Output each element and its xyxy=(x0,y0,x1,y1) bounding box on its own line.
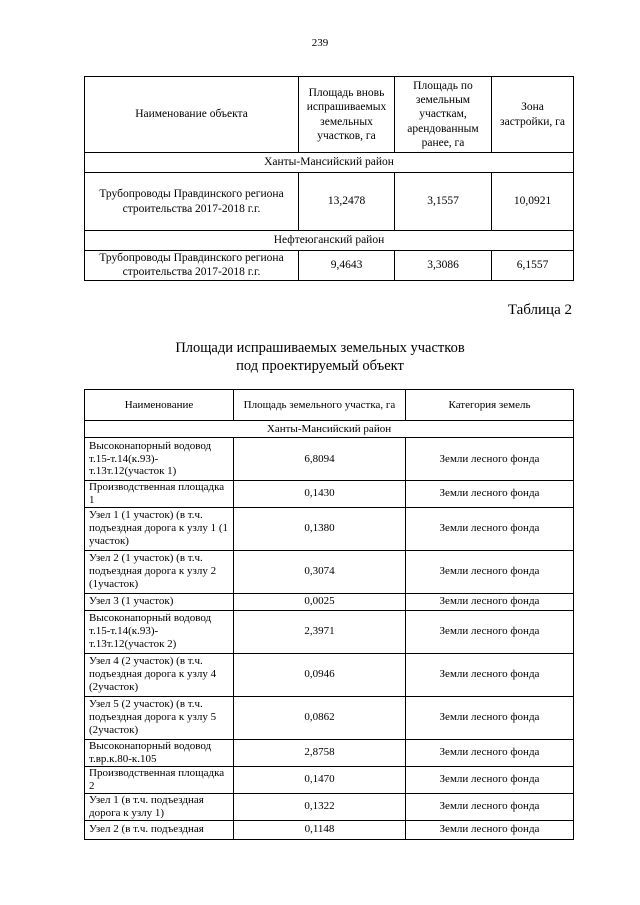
land-category-cell: Земли лесного фонда xyxy=(406,739,574,766)
object-name-cell: Трубопроводы Правдинского региона строительства 2017-2018 г.г. xyxy=(85,251,299,281)
table-title-line: под проектируемый объект xyxy=(236,358,404,375)
plot-area-cell: 2,8758 xyxy=(234,739,406,766)
column-header: Площадь земельного участка, га xyxy=(234,390,406,421)
table-row xyxy=(85,438,574,481)
table-row xyxy=(85,653,574,696)
section-title: Нефтеюганский район xyxy=(85,231,574,251)
table-row xyxy=(85,593,574,610)
table-row xyxy=(85,820,574,839)
table-row xyxy=(85,739,574,766)
table-title-line: Площади испрашиваемых земельных участков xyxy=(175,340,465,356)
land-category-cell: Земли лесного фонда xyxy=(406,438,574,481)
land-category-cell: Земли лесного фонда xyxy=(406,507,574,550)
plot-area-cell: 0,0862 xyxy=(234,696,406,739)
column-header: Наименование xyxy=(85,390,234,421)
land-category-cell: Земли лесного фонда xyxy=(406,793,574,820)
land-category-cell: Земли лесного фонда xyxy=(406,696,574,739)
plot-name-cell: Узел 2 (1 участок) (в т.ч. подъездная дорога к узлу 2 (1участок) xyxy=(85,550,234,593)
land-category-cell: Земли лесного фонда xyxy=(406,593,574,610)
plot-name-cell: Высоконапорный водовод т.вр.к.80-к.105 xyxy=(85,739,234,766)
column-header: Зона застройки, га xyxy=(492,77,574,153)
column-header: Наименование объекта xyxy=(85,77,299,153)
table-body xyxy=(85,438,574,840)
table-row xyxy=(85,550,574,593)
plot-name-cell: Узел 4 (2 участок) (в т.ч. подъездная дорога к узлу 4 (2участок) xyxy=(85,653,234,696)
land-category-cell: Земли лесного фонда xyxy=(406,610,574,653)
land-area-summary-table xyxy=(84,76,574,281)
plot-area-cell: 6,8094 xyxy=(234,438,406,481)
plot-name-cell: Производственная площадка 1 xyxy=(85,481,234,508)
plot-name-cell: Высоконапорный водовод т.15-т.14(к.93)-т.13т.12(участок 1) xyxy=(85,438,234,481)
table-row xyxy=(85,173,574,231)
table-row xyxy=(85,610,574,653)
leased-area-cell: 3,1557 xyxy=(395,173,492,231)
table-header-row xyxy=(85,77,574,153)
table-row xyxy=(85,696,574,739)
land-category-cell: Земли лесного фонда xyxy=(406,550,574,593)
leased-area-cell: 3,3086 xyxy=(395,251,492,281)
new-area-cell: 13,2478 xyxy=(299,173,395,231)
plot-name-cell: Узел 1 (1 участок) (в т.ч. подъездная дорога к узлу 1 (1 участок) xyxy=(85,507,234,550)
plot-name-cell: Производственная площадка 2 xyxy=(85,766,234,793)
table-row xyxy=(85,793,574,820)
table-header-row xyxy=(85,390,574,421)
land-category-cell: Земли лесного фонда xyxy=(406,820,574,839)
column-header: Площадь по земельным участкам, арендованным ранее, га xyxy=(395,77,492,153)
section-title: Ханты-Мансийский район xyxy=(85,421,574,438)
plot-name-cell: Узел 5 (2 участок) (в т.ч. подъездная дорога к узлу 5 (2участок) xyxy=(85,696,234,739)
section-row xyxy=(85,153,574,173)
section-row xyxy=(85,231,574,251)
plot-area-cell: 2,3971 xyxy=(234,610,406,653)
table-row xyxy=(85,251,574,281)
plot-area-cell: 0,1470 xyxy=(234,766,406,793)
land-plots-table xyxy=(84,389,574,840)
plot-name-cell: Высоконапорный водовод т.15-т.14(к.93)-т.13т.12(участок 2) xyxy=(85,610,234,653)
column-header: Категория земель xyxy=(406,390,574,421)
land-category-cell: Земли лесного фонда xyxy=(406,766,574,793)
plot-area-cell: 0,0946 xyxy=(234,653,406,696)
build-zone-cell: 6,1557 xyxy=(492,251,574,281)
plot-area-cell: 0,0025 xyxy=(234,593,406,610)
plot-area-cell: 0,3074 xyxy=(234,550,406,593)
table-label: Таблица 2 xyxy=(507,302,572,318)
new-area-cell: 9,4643 xyxy=(299,251,395,281)
table-title xyxy=(0,339,640,375)
plot-name-cell: Узел 1 (в т.ч. подъездная дорога к узлу 1) xyxy=(85,793,234,820)
object-name-cell: Трубопроводы Правдинского региона строительства 2017-2018 г.г. xyxy=(85,173,299,231)
table-row xyxy=(85,766,574,793)
plot-area-cell: 0,1430 xyxy=(234,481,406,508)
table-row xyxy=(85,481,574,508)
land-category-cell: Земли лесного фонда xyxy=(406,481,574,508)
plot-area-cell: 0,1380 xyxy=(234,507,406,550)
plot-area-cell: 0,1322 xyxy=(234,793,406,820)
column-header: Площадь вновь испрашиваемых земельных участков, га xyxy=(299,77,395,153)
plot-area-cell: 0,1148 xyxy=(234,820,406,839)
build-zone-cell: 10,0921 xyxy=(492,173,574,231)
page-number: 239 xyxy=(311,37,329,49)
land-category-cell: Земли лесного фонда xyxy=(406,653,574,696)
table-row xyxy=(85,507,574,550)
plot-name-cell: Узел 2 (в т.ч. подъездная xyxy=(85,820,234,839)
plot-name-cell: Узел 3 (1 участок) xyxy=(85,593,234,610)
section-title: Ханты-Мансийский район xyxy=(85,153,574,173)
section-row xyxy=(85,421,574,438)
